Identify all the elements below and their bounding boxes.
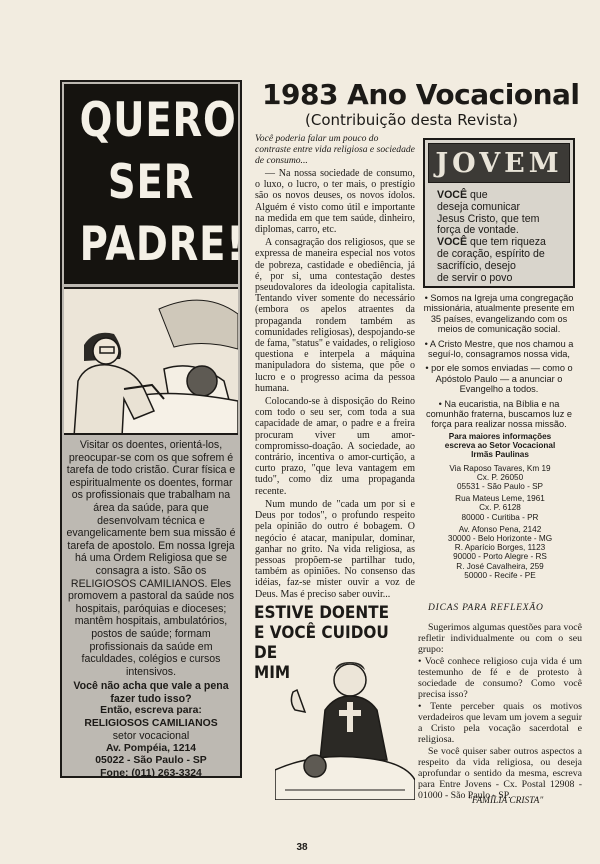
jovem-line-4: força de vontade. [437,224,519,237]
address-line: Av. Afonso Pena, 2142 [458,524,542,534]
jovem-line-7: sacrifício, desejo [437,259,516,272]
paulinas-bullets [420,293,578,430]
quero-ser-padre-poster [64,84,245,284]
nurse-and-patient-illustration [64,287,238,435]
jovem-line-8: de servir o povo [437,271,513,284]
jovem-voce-1: VOCÊ [437,189,468,201]
paulinas-bullet-1: • Somos na Igreja uma congregação missionária, atualmente presente em 35 países, evangelizando com os meios de comunicação social. [423,293,575,335]
address-line: Rua Mateus Leme, 1961 [455,494,545,504]
camilianos-phone: Fone: (011) 263-3324 [100,767,202,779]
poster-line-2: SER [107,155,195,210]
page-number: 38 [296,842,308,853]
dicas-paragraph: • Você conhece religioso cuja vida é um testemunho de fé e de protesto à sociedade de consumo? Como você precisa isso? [418,656,582,700]
estive-line-4: MIM [254,663,291,683]
priest-with-sick-illustration [275,640,415,800]
article-title: 1983 Ano Vocacional [262,78,580,111]
jovem-title: JOVEM [428,143,570,183]
jovem-text [437,190,572,284]
signature: "FAMÍLIA CRISTA" [468,796,544,806]
paulinas-bullet-2: • A Cristo Mestre, que nos chamou a seguí-lo, consagramos nossa vida, [424,338,574,360]
contact-address [420,494,580,522]
contact-header-line: escreva ao Setor Vocacional [444,441,556,451]
dicas-paragraph: Sugerimos algumas questões para você refletir individualmente ou com o seu grupo: [418,622,582,655]
paulinas-bullet-3: • por ele somos enviadas — como o Apóstolo Paulo — a anunciar o Evangelho a todos. [425,363,573,395]
contact-address [420,525,580,580]
address-line: 90000 - Porto Alegre - RS [453,552,547,562]
contact-header-line: Para maiores informações [448,432,552,441]
paulinas-contact [420,432,580,583]
address-line: 05531 - São Paulo - SP [456,482,544,492]
jovem-voce-2: VOCÊ [437,236,468,249]
jovem-line-1: que [467,189,488,201]
address-line: 80000 - Curitiba - PR [461,512,539,522]
dicas-paragraph: Se você quiser saber outros aspectos a respeito da vida religiosa, ou deseja aprofundar o sentido da mesma, escreva para Entre Jovens - Cx. Postal 12908 - 01000 - São Paulo - SP. [418,746,582,801]
camilianos-body: Visitar os doentes, orientá-los, preocupar-se com os que sofrem é tarefa de todo cristão. Curar física e espiritualmente os doentes, formar os profissionais que trabalham na área da saúde, para que desenvolvam técnica e evangelicamente bem sua missão é tarefa de apostolo. Em nossa Igreja há uma Ordem Religiosa que se consagra a isto. São os RELIGIOSOS CAMILIANOS. Eles promovem a pastoral da saúde nos hospitais, paróquias e dioceses; mantêm hospitais, ambulatórios, postos de saúde; formam profissionais da saúde em faculdades, colégios e cursos intensivos. [66,439,236,678]
estive-line-2: E VOCÊ CUIDOU [254,623,389,643]
dicas-text [418,622,582,801]
jovem-line-3: Jesus Cristo, que tem [437,212,540,225]
jovem-box [423,138,575,288]
poster-line-3: PADRE! [79,217,245,272]
estive-line-3: DE [254,643,278,663]
article-subtitle: (Contribuição desta Revista) [305,111,518,129]
camilianos-text [66,439,236,780]
article-paragraph: A consagração dos religiosos, que se expressa de maneira especial nos votos de pobreza, castidade e obediência, já é, por si, uma contestação destes pseudovalores da ideologia capitalista. Tentando viver somente do necessário (embora os apelos atraentes da propaganda rondem também as comunidades religiosas), despojando-se de fama, "status" e vaidades, o religioso questiona e interpela a máquina manipuladora do sistema, que põe o lucro e o progresso acima da pessoa humana. [255,237,415,394]
article-paragraph: — Na nossa sociedade de consumo, o luxo, o lucro, o ter mais, o prestígio são os novos deuses, os novos ídolos. Alguém é visto como útil e importante na medida em que tem saúde, dinheiro, diplomas, carro, etc. [255,168,415,236]
camilianos-street: Av. Pompéia, 1214 [105,742,197,754]
dicas-title: DICAS PARA REFLEXÃO [428,603,544,613]
address-line: R. José Cavalheira, 259 [456,561,544,571]
address-line: Cx. P. 6128 [479,503,521,513]
paulinas-bullet-4: • Na eucaristia, na Bíblia e na comunhão fraterna, buscamos luz e força para realizar nossa missão. [425,398,573,430]
contact-address [420,464,580,492]
article-paragraph: Num mundo de "cada um por si e Deus por todos", o profundo respeito pela opinião do outro é bobagem. O negócio é atacar, manipular, dominar, ganhar no grito. Na vida religiosa, as pessoas propõem-se partilhar tudo, também as opiniões. No consenso das idéias, faz-se mister ouvir a voz de Deus. Mas é preciso saber ouvir... [255,498,415,600]
jovem-line-6: de coração, espírito de [437,247,545,260]
contact-header-line: Irmãs Paulinas [471,450,529,460]
camilianos-ad [60,80,245,779]
poster-line-1: QUERO [79,93,237,148]
address-line: Cx. P. 26050 [476,472,524,482]
camilianos-cta: Então, escreva para: [100,705,202,717]
camilianos-dept: setor vocacional [112,730,190,743]
article-intro: Você poderia falar um pouco do contraste entre vida religiosa e sociedade de consumo... [255,133,415,166]
camilianos-question: Você não acha que vale a pena fazer tudo isso? [73,680,229,705]
camilianos-org: RELIGIOSOS CAMILIANOS [84,717,218,729]
jovem-line-5: que tem riqueza [467,236,546,249]
article-paragraph: Colocando-se à disposição do Reino com todo o seu ser, com toda a sua capacidade de amar, o padre e a freira procuram viver um amor-compromisso-doação. A sociedade, ao contrário, incentiva o amor-curtição, a curto prazo, "que leva vantagem em tudo", como diz uma propaganda recente. [255,396,415,497]
address-line: 30000 - Belo Horizonte - MG [447,534,553,544]
address-line: R. Aparício Borges, 1123 [454,543,546,553]
dicas-paragraph: • Tente perceber quais os motivos verdadeiros que levam um jovem a seguir a Cristo pela vocação sacerdotal e religiosa. [418,701,582,745]
estive-line-1: ESTIVE DOENTE [254,603,390,623]
contact-header [420,432,580,460]
jovem-line-2: deseja comunicar [437,200,521,213]
address-line: Via Raposo Tavares, Km 19 [449,463,551,473]
camilianos-city: 05022 - São Paulo - SP [95,755,207,767]
address-line: 50000 - Recife - PE [464,570,536,580]
article-body [255,168,415,600]
